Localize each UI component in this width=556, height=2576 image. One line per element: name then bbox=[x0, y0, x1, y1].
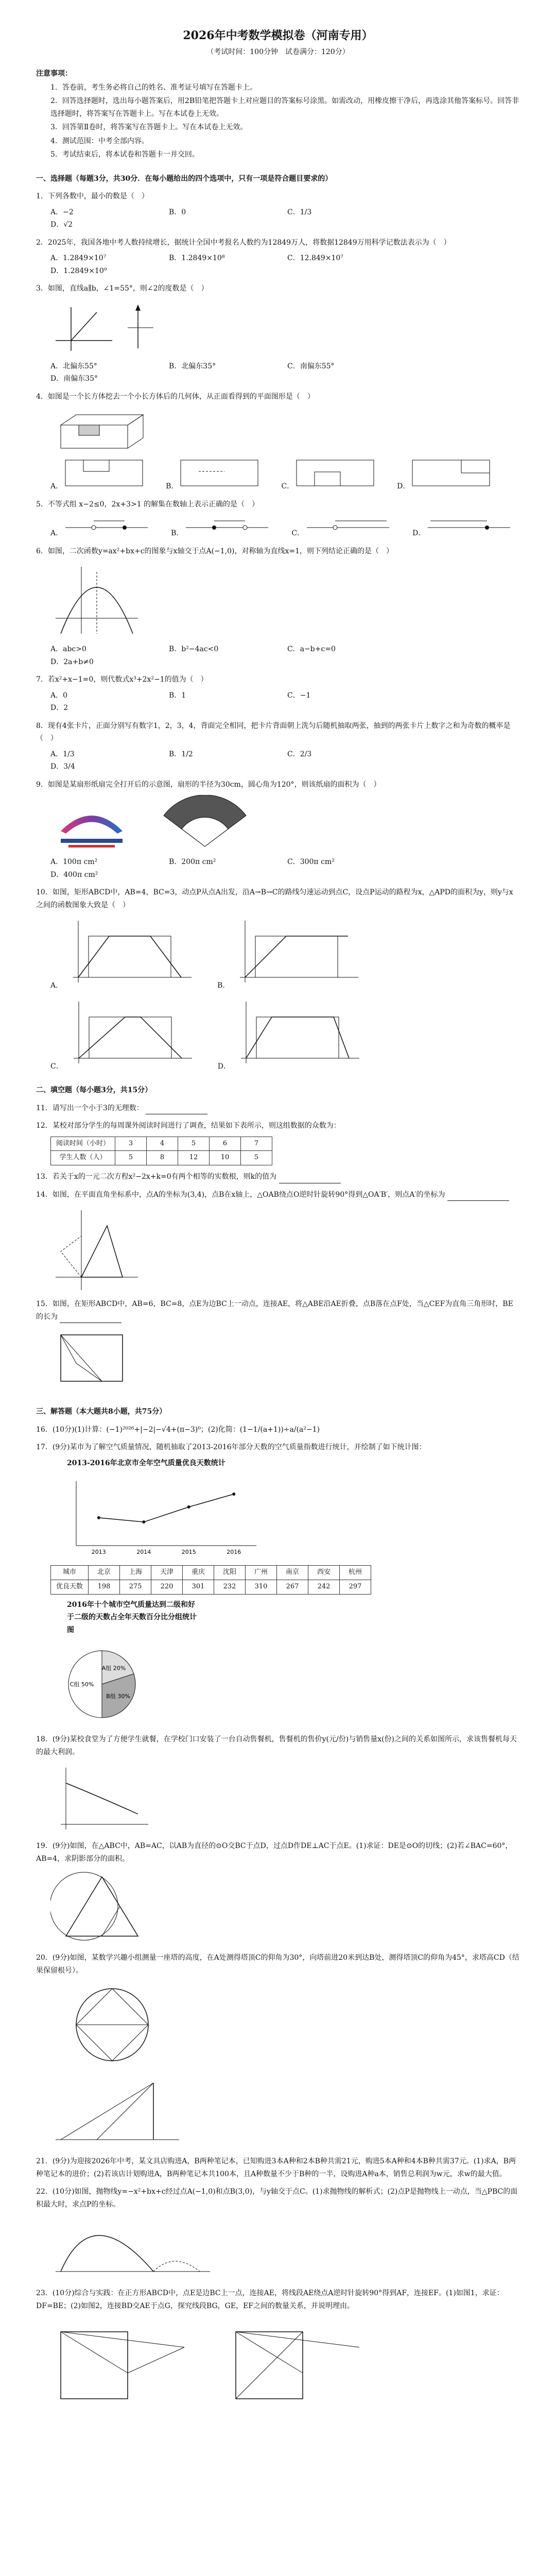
table-cell: 275 bbox=[120, 1580, 151, 1594]
option: B．1.2849×10⁸ bbox=[169, 254, 225, 262]
option: B． bbox=[166, 482, 179, 490]
notice-heading: 注意事项： bbox=[36, 70, 72, 78]
section-heading-fill: 二、填空题（每小题3分，共15分） bbox=[36, 1086, 152, 1094]
table-cell: 天津 bbox=[151, 1566, 183, 1580]
option: D．400π cm² bbox=[50, 870, 98, 879]
question-stem: 3．如图，直线a∥b，∠1=55°，则∠2的度数是（ ） bbox=[36, 284, 208, 293]
q4-option-figure bbox=[294, 457, 376, 488]
option: D．南偏东35° bbox=[50, 375, 98, 383]
option: B．1 bbox=[169, 691, 186, 700]
section-heading-answer: 三、解答题（本大题共8小题，共75分） bbox=[36, 1408, 167, 1416]
option: A． bbox=[50, 981, 63, 990]
q5-options-row bbox=[50, 515, 520, 540]
table-cell: 8 bbox=[147, 1151, 178, 1165]
question-stem bbox=[36, 1102, 520, 1115]
option: C．12.849×10⁷ bbox=[287, 254, 343, 262]
question-stem: 16．(10分)(1)计算：(−1)²⁰²⁶+|−2|−√4+(π−3)⁰；(2)化简：(1−1/(a+1))÷a/(a²−1) bbox=[36, 1425, 320, 1434]
q15-figure bbox=[50, 1327, 133, 1394]
answer-blank bbox=[60, 1315, 121, 1323]
answer-blank bbox=[146, 1107, 207, 1114]
fan-figure bbox=[153, 795, 256, 852]
option: B．200π cm² bbox=[169, 858, 216, 866]
question-stem bbox=[36, 1298, 520, 1323]
question-stem: 19．(9分)如图，在△ABC中，AB=AC，以AB为直径的⊙O交BC于点D，过点D作DE⊥AC于点E。(1)求证：DE是⊙O的切线；(2)若∠BAC=60°，AB=4，求阴影部分的面积。 bbox=[36, 1842, 513, 1863]
option: C．2/3 bbox=[287, 750, 312, 758]
table-cell: 6 bbox=[210, 1137, 241, 1151]
table-cell: 301 bbox=[183, 1580, 214, 1594]
q4-figure bbox=[50, 407, 153, 453]
q17-table bbox=[50, 1565, 371, 1595]
option: C． bbox=[291, 529, 305, 537]
question-stem: 10．如图，矩形ABCD中，AB=4，BC=3，动点P从点A出发，沿A→B→C的路线匀速运动到点C，设点P运动的路程为x，△APD的面积为y，则y与x之间的函数图象大致是（ ） bbox=[36, 888, 513, 909]
number-line bbox=[183, 515, 271, 535]
data-point bbox=[142, 1520, 145, 1523]
table-cell: 5 bbox=[115, 1151, 147, 1165]
notice-block bbox=[36, 67, 520, 161]
table-cell: 3 bbox=[115, 1137, 147, 1151]
table-cell: 267 bbox=[277, 1580, 308, 1594]
option: A． bbox=[50, 482, 63, 490]
q23-figure-1 bbox=[50, 2316, 205, 2409]
option: C． bbox=[50, 1062, 63, 1071]
q10-option-graph bbox=[231, 996, 364, 1069]
question-stem: 21．(9分)为迎接2026年中考，某文具店购进A，B两种笔记本，已知购进3本A种和2本B种共需21元，购进5本A种和4本B种共需37元。(1)求A，B两种笔记本的进价；(2)若该店计划购进A，B两种笔记本共100本，且A种数量不少于B种的一半，设购进A种a本，销售总利润为w元，求w的最大值。 bbox=[36, 2157, 516, 2178]
table-cell: 12 bbox=[178, 1151, 210, 1165]
section-heading-choice: 一、选择题（每题3分，共30分．在每小题给出的四个选项中，只有一项是符合题目要求的） bbox=[36, 174, 333, 183]
q9-figures bbox=[50, 795, 520, 852]
q11-text: 11．请写出一个小于3的无理数： bbox=[36, 1104, 144, 1112]
question-stem bbox=[36, 1171, 520, 1183]
notice-item: 2．回答选择题时，选出每小题答案后，用2B铅笔把答题卡上对应题目的答案标号涂黑。如需改动，用橡皮擦干净后，再选涂其他答案标号。回答非选择题时，将答案写在答题卡上。写在本试卷上无效。 bbox=[50, 97, 519, 118]
notice-item: 1．答卷前，考生务必将自己的姓名、准考证号填写在答题卡上。 bbox=[50, 83, 257, 92]
question-stem: 6．如图，二次函数y=ax²+bx+c的图象与x轴交于点A(−1,0)，对称轴为直线x=1，则下列结论正确的是（ ） bbox=[36, 547, 394, 555]
question-options bbox=[50, 360, 520, 385]
question-stem: 20．(9分)如图，某数学兴趣小组测量一座塔的高度，在A处测得塔顶C的仰角为30°，向塔前进20米到达B处，测得塔顶C的仰角为45°，求塔高CD（结果保留根号）。 bbox=[36, 1954, 519, 1975]
question-options bbox=[50, 856, 520, 881]
option: C．南偏东55° bbox=[287, 362, 335, 370]
x-tick-label: 2016 bbox=[227, 1549, 241, 1555]
table-cell: 7 bbox=[241, 1137, 272, 1151]
table-cell: 重庆 bbox=[183, 1566, 214, 1580]
option: B．1/2 bbox=[169, 750, 193, 758]
x-tick-label: 2015 bbox=[181, 1549, 196, 1555]
q23-figure-2 bbox=[225, 2316, 380, 2409]
option: D．1.2849×10⁹ bbox=[50, 266, 107, 275]
pie-slice-label: B组 30% bbox=[106, 1692, 130, 1700]
option: C．a−b+c=0 bbox=[287, 645, 336, 653]
notice-item: 5．考试结束后，将本试卷和答题卡一并交回。 bbox=[50, 150, 199, 159]
q14-text: 14．如图，在平面直角坐标系中，点A的坐标为(3,4)，点B在x轴上，△OAB绕点O逆时针旋转90°得到△OA′B′，则点A′的坐标为 bbox=[36, 1190, 445, 1199]
question-stem: 2．2025年，我国各地中考人数持续增长，据统计全国中考报名人数约为12849万人，将数据12849万用科学记数法表示为（ ） bbox=[36, 238, 451, 247]
question-options bbox=[50, 643, 520, 668]
table-cell: 5 bbox=[178, 1137, 210, 1151]
question-stem: 1．下列各数中，最小的数是（ ） bbox=[36, 192, 149, 200]
option: C．−1 bbox=[287, 691, 311, 700]
option: B． bbox=[171, 529, 184, 537]
pie-slice-label: C组 50% bbox=[70, 1681, 94, 1688]
q13-text: 13．若关于x的一元二次方程x²−2x+k=0有两个相等的实数根，则k的值为 bbox=[36, 1173, 277, 1181]
option: C．1/3 bbox=[287, 208, 312, 216]
q22-figure bbox=[50, 2215, 215, 2282]
q4-option-figure bbox=[178, 457, 260, 488]
option: D．2a+b≠0 bbox=[50, 657, 94, 666]
question-stem: 9．如图是某扇形纸扇完全打开后的示意图，扇形的半径为30cm，圆心角为120°，则该纸扇的面积为（ ） bbox=[36, 780, 381, 789]
q19-figure bbox=[50, 1869, 153, 1946]
table-cell: 西安 bbox=[308, 1566, 340, 1580]
question-options bbox=[50, 689, 520, 715]
table-cell: 南京 bbox=[277, 1566, 308, 1580]
x-tick-label: 2014 bbox=[136, 1549, 151, 1555]
table-cell: 阅读时间（小时） bbox=[51, 1137, 115, 1151]
question-options bbox=[50, 206, 520, 231]
table-cell: 220 bbox=[151, 1580, 183, 1594]
option: A． bbox=[50, 529, 63, 537]
data-point bbox=[187, 1505, 190, 1509]
table-row bbox=[51, 1137, 272, 1151]
table-row bbox=[51, 1151, 272, 1165]
q4-option-figure bbox=[410, 457, 492, 488]
table-cell: 优良天数 bbox=[51, 1580, 89, 1594]
option: A．abc>0 bbox=[50, 645, 86, 653]
q12-table bbox=[50, 1137, 272, 1166]
q10-option-graph bbox=[230, 916, 363, 988]
option: C． bbox=[281, 482, 294, 490]
table-cell: 上海 bbox=[120, 1566, 151, 1580]
table-row bbox=[51, 1566, 371, 1580]
table-cell: 5 bbox=[241, 1151, 272, 1165]
q10-options-row-2 bbox=[50, 996, 520, 1073]
table-cell: 310 bbox=[246, 1580, 277, 1594]
table-cell: 杭州 bbox=[340, 1566, 371, 1580]
answer-blank bbox=[447, 1193, 509, 1201]
air-quality-pie-chart bbox=[50, 1640, 153, 1728]
table-cell: 广州 bbox=[246, 1566, 277, 1580]
number-line bbox=[425, 515, 513, 535]
q20-tower-figure bbox=[50, 2073, 184, 2150]
question-stem: 8．现有4张卡片，正面分别写有数字1，2，3，4，背面完全相同，把卡片背面朝上洗匀后随机抽取两张，抽到的两张卡片上数字之和为奇数的概率是（ ） bbox=[36, 721, 511, 742]
x-tick-label: 2013 bbox=[91, 1549, 106, 1555]
option: D． bbox=[412, 529, 426, 537]
question-options bbox=[50, 252, 520, 277]
data-point bbox=[97, 1516, 100, 1519]
question-stem bbox=[36, 1189, 520, 1201]
q23-figures bbox=[50, 2316, 520, 2409]
page-subtitle: （考试时间：100分钟 试卷满分：120分） bbox=[206, 47, 350, 56]
option: B．北偏东35° bbox=[169, 362, 216, 370]
q20-figure bbox=[50, 1981, 174, 2069]
pie-chart-title: 2016年十个城市空气质量达到二级和好于二级的天数占全年天数百分比分组统计图 bbox=[67, 1600, 197, 1634]
number-line bbox=[63, 515, 150, 535]
table-cell: 学生人数（人） bbox=[51, 1151, 115, 1165]
option: D． bbox=[397, 482, 410, 490]
table-cell: 297 bbox=[340, 1580, 371, 1594]
q4-option-figure bbox=[63, 457, 145, 488]
question-stem: 23．(10分)综合与实践：在正方形ABCD中，点E是边BC上一点，连接AE，将线段AE绕点A逆时针旋转90°得到AF，连接EF。(1)如图1，求证：DF=BE；(2)如图2，连接BD交AE于点G，探究线段BG，GE，EF之间的数量关系，并说明理由。 bbox=[36, 2289, 504, 2310]
notice-item: 3．回答第Ⅱ卷时，将答案写在答题卡上。写在本试卷上无效。 bbox=[50, 123, 248, 131]
q6-parabola-figure bbox=[50, 562, 143, 639]
option: A．1.2849×10⁷ bbox=[50, 254, 107, 262]
q15-text: 15．如图，在矩形ABCD中，AB=6，BC=8，点E为边BC上一动点，连接AE，将△ABE沿AE折叠，点B落在点F处，当△CEF为直角三角形时，BE的长为 bbox=[36, 1300, 513, 1321]
option: B．b²−4ac<0 bbox=[169, 645, 219, 653]
option: A．0 bbox=[50, 691, 68, 700]
q10-options-row-1 bbox=[50, 916, 520, 992]
number-line bbox=[304, 515, 392, 535]
air-quality-line-chart bbox=[50, 1473, 267, 1561]
table-row bbox=[51, 1580, 371, 1594]
option: D．√2 bbox=[50, 221, 73, 229]
pie-slice-label: A组 20% bbox=[101, 1665, 126, 1672]
option: A．100π cm² bbox=[50, 858, 98, 866]
question-stem: 12．某校对部分学生的每周课外阅读时间进行了调查，结果如下表所示，则这组数据的众数为： bbox=[36, 1122, 341, 1130]
option: A．北偏东55° bbox=[50, 362, 97, 370]
table-cell: 沈阳 bbox=[214, 1566, 246, 1580]
option: C．300π cm² bbox=[287, 858, 335, 866]
option: B．0 bbox=[169, 208, 186, 216]
data-point bbox=[232, 1493, 235, 1496]
table-cell: 242 bbox=[308, 1580, 340, 1594]
page-title: 2026年中考数学模拟卷（河南专用） bbox=[183, 29, 373, 42]
table-cell: 232 bbox=[214, 1580, 246, 1594]
series-line bbox=[99, 1494, 234, 1522]
option: D．2 bbox=[50, 704, 68, 712]
question-stem: 17．(9分)某市为了解空气质量情况，随机抽取了2013-2016年部分天数的空气质量指数进行统计，并绘制了如下统计图： bbox=[36, 1443, 426, 1451]
question-stem: 18．(9分)某校食堂为了方便学生就餐，在学校门口安装了一台自动售餐机，售餐机的售价y(元/份)与销售量x(份)之间的关系如图所示，求该售餐机每天的最大利润。 bbox=[36, 1735, 517, 1756]
table-cell: 4 bbox=[147, 1137, 178, 1151]
table-cell: 北京 bbox=[89, 1566, 120, 1580]
table-cell: 198 bbox=[89, 1580, 120, 1594]
table-cell: 城市 bbox=[51, 1566, 89, 1580]
question-options bbox=[50, 748, 520, 773]
q10-option-graph bbox=[63, 996, 197, 1069]
q10-option-graph bbox=[63, 916, 197, 988]
question-stem: 22．(10分)如图，抛物线y=−x²+bx+c经过点A(−1,0)和点B(3,0)，与y轴交于点C。(1)求抛物线的解析式；(2)点P是抛物线上一动点，当△PBC的面积最大时，求点P的坐标。 bbox=[36, 2188, 518, 2209]
question-stem: 7．若x²+x−1=0，则代数式x³+2x²−1的值为（ ） bbox=[36, 675, 208, 684]
line-chart-title: 2013-2016年北京市全年空气质量优良天数统计 bbox=[67, 1459, 225, 1467]
notice-item: 4．测试范围：中考全部内容。 bbox=[50, 137, 149, 145]
question-stem: 4．如图是一个长方体挖去一个小长方体后的几何体，从正面看得到的平面图形是（ ） bbox=[36, 392, 315, 401]
option: D．3/4 bbox=[50, 762, 75, 771]
option: D． bbox=[217, 1062, 231, 1071]
question-stem: 5．不等式组 x−2≤0，2x+3>1 的解集在数轴上表示正确的是（ ） bbox=[36, 500, 259, 509]
table-cell: 10 bbox=[210, 1151, 241, 1165]
option: B． bbox=[217, 981, 230, 990]
option: A．1/3 bbox=[50, 750, 75, 758]
asian-games-logo-icon bbox=[50, 795, 133, 852]
q14-figure bbox=[50, 1205, 143, 1293]
q3-figure bbox=[50, 299, 164, 356]
q18-figure bbox=[50, 1762, 153, 1835]
answer-blank bbox=[279, 1176, 341, 1183]
q4-options-row bbox=[50, 457, 520, 493]
option: A．−2 bbox=[50, 208, 74, 216]
